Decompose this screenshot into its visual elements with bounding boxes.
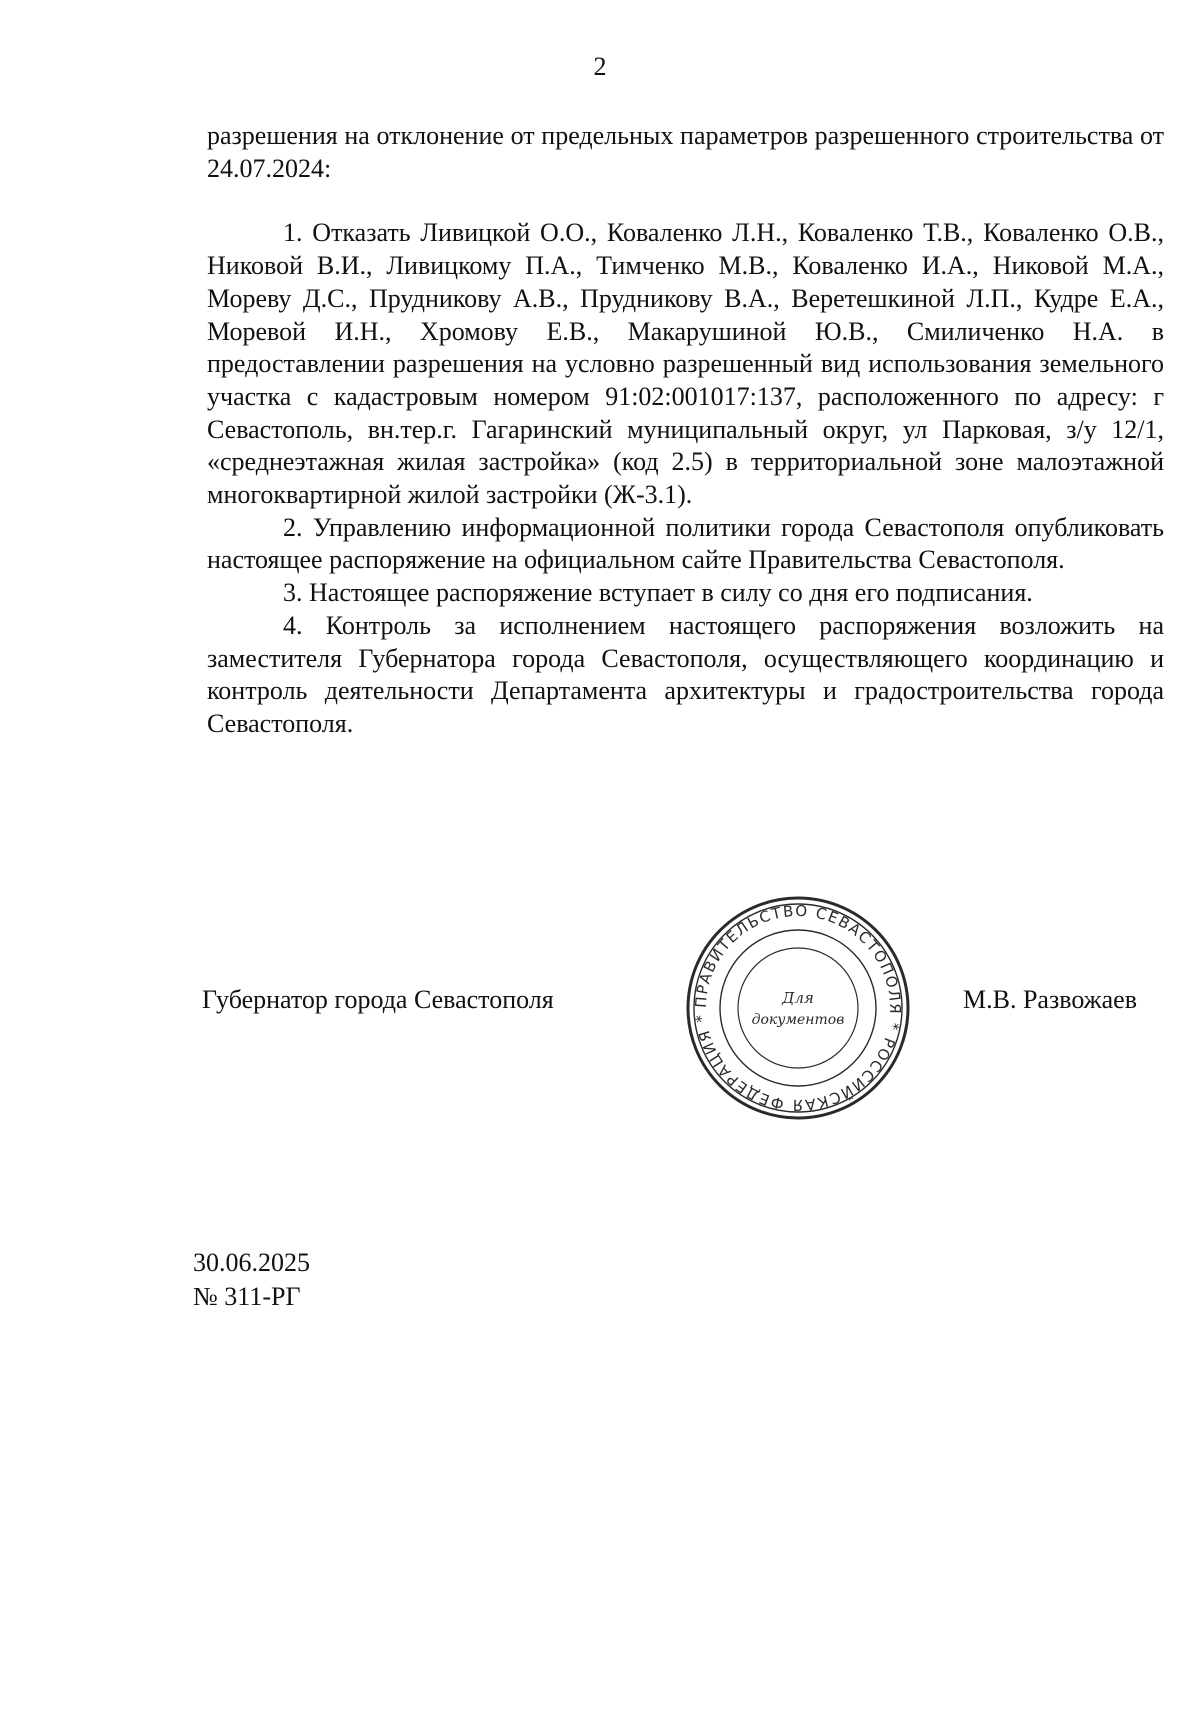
signatory-title: Губернатор города Севастополя (202, 985, 554, 1014)
paragraph-1: 1. Отказать Ливицкой О.О., Коваленко Л.Н., Коваленко Т.В., Коваленко О.В., Никовой В.И., Ливицкому П.А., Тимченко М.В., Коваленко И.А., Никовой М.А., Мореву Д.С., Прудникову А.В., Прудникову В.А., Веретешкиной Л.П., Кудре Е.А., Моревой И.Н., Хромову Е.В., Макарушиной Ю.В., Смиличенко Н.А. в предоставлении разрешения на условно разрешенный вид использования земельного участка с кадастровым номером 91:02:001017:137, расположенного по адресу: г Севастополь, вн.тер.г. Гагаринский муниципальный округ, ул Парковая, з/у 12/1, «среднеэтажная жилая застройка» (код 2.5) в территориальной зоне малоэтажной многоквартирной жилой застройки (Ж-3.1). (207, 218, 1164, 510)
paragraph-4: 4. Контроль за исполнением настоящего распоряжения возложить на заместителя Губернатора города Севастополя, осуществляющего координацию и контроль деятельности Департамента архитектуры и градостроительства города Севастополя. (207, 610, 1164, 738)
seal-outer-text: ПРАВИТЕЛЬСТВО СЕВАСТОПОЛЯ * РОССИЙСКАЯ ФЕДЕРАЦИЯ * (691, 901, 905, 1115)
intro-paragraph: разрешения на отклонение от предельных параметров разрешенного строительства от 24.07.2024: (207, 121, 1164, 183)
document-number: № 311-РГ (193, 1282, 301, 1311)
signatory-name: М.В. Развожаев (963, 985, 1138, 1014)
paragraph-2: 2. Управлению информационной политики города Севастополя опубликовать настоящее распоряжение на официальном сайте Правительства Севастополя. (207, 512, 1164, 575)
document-date-number (193, 1246, 310, 1314)
paragraph-3: 3. Настоящее распоряжение вступает в силу со дня его подписания. (283, 578, 1033, 608)
seal-center-line-2: документов (751, 1012, 845, 1028)
document-date: 30.06.2025 (193, 1248, 310, 1277)
document-body (207, 120, 1164, 741)
page-number: 2 (593, 52, 607, 81)
official-seal-stamp (683, 893, 913, 1123)
seal-center-line-1: Для (782, 989, 814, 1007)
